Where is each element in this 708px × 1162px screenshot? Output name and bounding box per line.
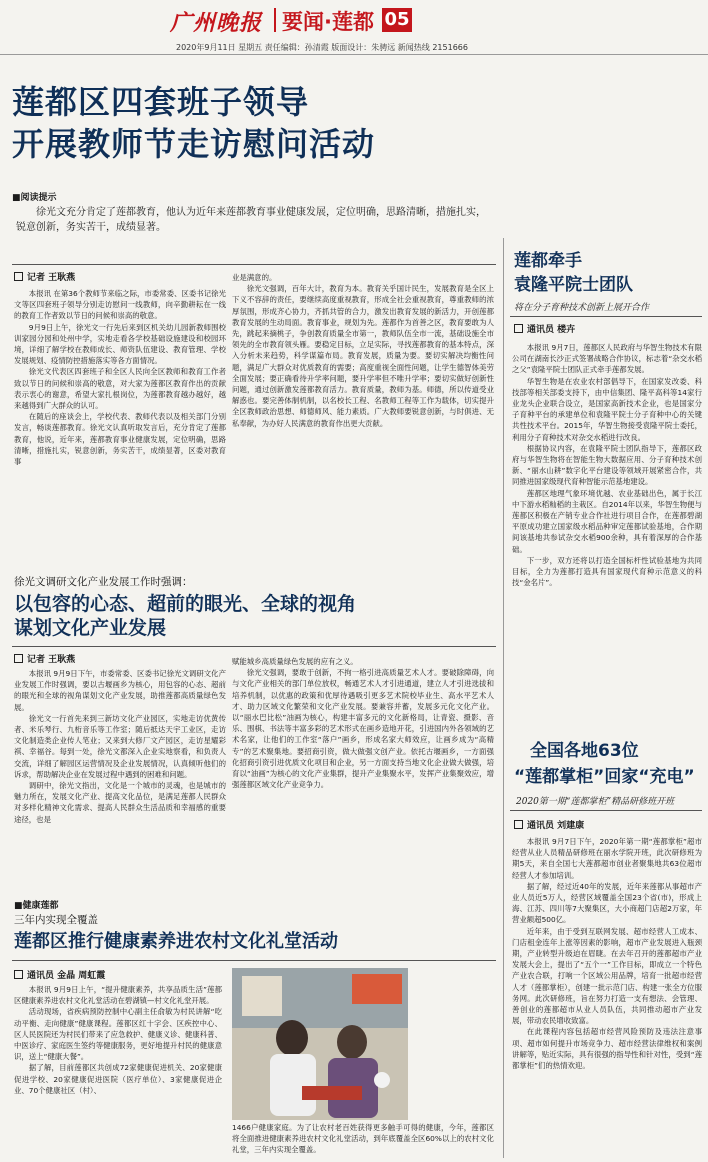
rural-column-2 — [232, 1122, 494, 1158]
rural-rule — [12, 960, 496, 961]
right1-byline: 通讯员 楼卉 — [514, 322, 575, 335]
byline-square-icon — [14, 272, 23, 281]
paragraph: 华智生物是在农业农村部倡导下，在国家发改委、科技部等相关部委支持下，由中信集团、隆平高科等14家行业龙头企业联合设立，是国家高新技术企业，也是国家分子育种平台的承建单位和袁隆平院士分子育种中心的关键共性技术平台。2015年，华智生物接受袁隆平院士委托，利用分子育种技术对杂交水稻进行改良。 — [512, 376, 702, 442]
paragraph: 业是满意的。 — [232, 273, 277, 282]
paragraph: 徐光文强调，百年大计，教育为本。教育关乎国计民生，发展教育是全区上下义不容辞的责任，要继续高度重视教育，形成全社会重视教育，尊重教师的浓厚氛围，形成齐心协力，齐抓共管的合力，激发出教育发展的新活力，开创莲都教育发展的生动局面。教育事业，规划为先。莲都作为首善之区，教育要敢为人先，跳起来摘桃子，争创教育质量全市第一，教师队伍全市一流，基础设施全市领先的全市教育领头雁。要稳定目标，立足实际，寻找莲都教育的基本特点，深入分析未来趋势，科学谋篇布局。教育发展，质量为要。要切实解决均衡性问题，满足广大群众对优质教育的需要；高度重视全面性问题，让学生德智体美劳全面发展；要正确看待升学率问题，要升学率但不唯升学率；要切实做好创新性问题，通过创新激发莲都教育活力。教育质量，教师为基。师德，所以传道受业解惑也。要完善体制机制，以名校长工程、名教师工程等工作为载体，切实提升全区教师政治思想、师德师风、能力素质。广大教师要锐意创新，与时俱进、无私奉献，为办好人民满意的教育作出更大贡献。 — [232, 284, 494, 428]
byline-square-icon — [514, 324, 523, 333]
right1-headline-line1: 莲都牵手 — [514, 251, 582, 271]
lead-headline-line2: 开展教师节走访慰问活动 — [12, 125, 376, 163]
paragraph: 活动现场，省疾病预防控制中心副主任俞敏为村民讲解“吃动平衡、走向健康”健康课程。莲都区红十字会、区疾控中心、区人民医院还为村民们带来了应急救护、健康义诊、健康科普、中医诊疗、家庭医生签约等健康服务，更好地提升村民的健康意识，送上“健康大餐”。 — [14, 1007, 222, 1062]
lead-column-2 — [232, 272, 494, 564]
paragraph: 赋能城乡高质量绿色发展的应有之义。 — [232, 657, 358, 666]
right2-body — [512, 836, 702, 1158]
culture-headline-line1: 以包容的心态、超前的眼光、全球的视角 — [14, 593, 357, 615]
right2-rule — [510, 810, 702, 811]
byline-square-icon — [14, 970, 23, 979]
paragraph: 在此课程内容包括超市经营风险预防及违法注意事项、超市如何提升市场竞争力、超市经营法律维权和案例讲解等，贴近实际，具有很强的指导性和针对性，受到“莲都掌柜”们的热情欢迎。 — [512, 1027, 702, 1071]
paragraph: 徐光文强调，要敢于创新，不拘一格引进高质量艺术人才。要破除障碍，向与文化产业相关的部门单位放权，畅通艺术人才引进通道，建立人才引进选拔和培养机制，以优惠的政策和优厚待遇吸引更多艺术院校毕业生、高水平艺术人才、助力区域文化繁荣和文化产业发展。要兼容并蓄，发展多元化文化产业。以“丽水巴比松”油画为核心，构建丰富多元的文化新格局，让青瓷、摄影、音乐、围棋、书法等丰富多彩的艺术形式在画乡造地开花，引进国内外各领域的艺术名家，让他们的工作室“落户”画乡，形成名家大师效应，让画乡成为“高精专”的艺术聚集地。要招商引资，做大做强文创产业。依托古堰画乡，一方面强化招商引资引进优质文化项目和企业，另一方面支持当地文化企业做大做强，培育以“油画”为核心的文化产业集群，提升产业集聚水平，发挥产业集聚效应，增强莲都区域文化产业竞争力。 — [232, 668, 494, 790]
lead-column-1 — [14, 288, 226, 564]
page-number-badge: 05 — [382, 8, 412, 32]
culture-byline: 记者 王耿燕 — [14, 652, 75, 665]
paragraph: 本报讯 9月9日上午，“提升健康素养，共享品质生活”莲都区健康素养进农村文化礼堂活动在碧湖镇—村文化礼堂开展。 — [14, 985, 222, 1006]
column-divider — [503, 238, 504, 1158]
lead-headline-line1: 莲都区四套班子领导 — [12, 83, 310, 121]
right1-headline-line2: 袁隆平院士团队 — [514, 275, 633, 295]
paragraph: 本报讯 9月7日下午，2020年第一期“莲都掌柜”超市经营从业人员精品研修班在丽水学院开班，此次研修班为期5天，来自全国七大莲都超市创业者聚集地共63位超市经营人才参加培训。 — [512, 837, 702, 880]
paragraph: 近年来，由于受到互联网发展、超市经营人工成本、门店租金连年上涨等因素的影响，超市产业发展进入瓶颈期，产业转型升级迫在眉睫。在去年召开的莲都超市产业发展大会上，提出了“五个一”工作目标，即成立一个特色产业农合联，打响一个区域公用品牌，培育一批超市经营人才（莲都掌柜），创建一批示范门店、构建一张全方位服务网。此次研修班，旨在努力打造一支有想法、会管理、善创业的莲都超市从业人员队伍，共同推动超市产业发展，带动农民增收致富。 — [512, 926, 702, 1026]
rural-headline: 莲都区推行健康素养进农村文化礼堂活动 — [14, 931, 338, 952]
right1-subtitle: 将在分子育种技术创新上展开合作 — [514, 303, 650, 313]
lead-byline: 记者 王耿燕 — [14, 270, 75, 283]
paragraph: 本报讯 9月7日，莲都区人民政府与华智生物技术有限公司在湖南长沙正式签署战略合作协议，标志着“杂交水稻之父”袁隆平院士团队正式牵手莲都发展。 — [512, 343, 702, 375]
culture-column-1 — [14, 668, 226, 890]
masthead — [0, 0, 708, 42]
rural-byline: 通讯员 金晶 周虹霞 — [14, 968, 105, 981]
byline-square-icon — [514, 820, 523, 829]
culture-rule — [12, 646, 496, 647]
right2-headline-line1: 全国各地63位 — [530, 741, 639, 761]
masthead-divider — [274, 8, 276, 32]
rural-kicker: 三年内实现全覆盖 — [14, 914, 98, 926]
paragraph: 本报讯 9月9日下午，市委常委、区委书记徐光文调研文化产业发展工作时强调，要以古堰画乡为核心，用包容的心态、超前的眼光和全球的视角谋划文化产业发展，助推莲都高质量绿色发展。 — [14, 669, 226, 712]
paragraph: 据了解，目前莲都区共创成72家健康促进机关、20家健康促进学校、20家健康促进医院（医疗单位）、3家健康促进企业、70个健康社区（村）、 — [14, 1063, 222, 1095]
top-rule — [0, 54, 708, 55]
right2-byline: 通讯员 刘建康 — [514, 818, 584, 831]
right2-subtitle: 2020第一期“莲都掌柜”精品研修班开班 — [516, 797, 675, 807]
culture-column-2 — [232, 656, 494, 890]
culture-headline-line2: 谋划文化产业发展 — [14, 617, 167, 639]
dateline: 2020年9月11日 星期五 责任编辑：孙清霞 版面设计：朱骋远 新闻热线 2151666 — [176, 43, 468, 52]
lead-rule — [12, 264, 496, 265]
paragraph: 调研中，徐光文指出，文化是一个城市的灵魂，也是城市的魅力所在，发展文化产业、提高文化品位，是满足莲都人民群众对多样化精神文化需求、提高人民群众生活品质和幸福感的重要途径，也是 — [14, 781, 226, 824]
rural-column-1 — [14, 984, 222, 1158]
health-event-photo — [232, 968, 408, 1120]
paragraph: 徐光文一行首先来到三新坊文化产业园区，实地走访优黄传者、米乐琴行、九桁音乐等工作室；随后抵达天宇工业区，走访文化制造类企业传人笔业；又来到大修厂文产园区，走访星耀彩祺、幸福谷。每到一处，徐光文都深入企业实地察看，和负责人交流，详细了解园区运营情况及企业发展情况，认真倾听他们的诉求，帮助解决企业在发展过程中遇到的困难和问题。 — [14, 713, 226, 779]
newspaper-logo: 广州晚报 — [170, 10, 263, 36]
lead-summary: 徐光文充分肯定了莲都教育，他认为近年来莲都教育事业健康发展，定位明确，思路清晰，措施扎实，锐意创新，务实苦干，成绩显著。 — [16, 207, 486, 233]
paragraph: 莲都区地理气象环境优越、农业基础出色，属于长江中下游水稻籼稻的主栽区。自2014年以来，华智生物便与莲都区积极在产销专业合作社进行项目合作，在莲都碧湖平原成功建立国家级水稻品种审定莲都试验基地，合作期间该基地共参试杂交水稻900余种，具有着深厚的合作基础。 — [512, 488, 702, 554]
paragraph: 1466户健康家庭。为了让农村老百姓获得更多触手可得的健康，今年，莲都区将全面推进健康素养进农村文化礼堂活动，到年底覆盖全区60%以上的农村文化礼堂，三年内实现全覆盖。 — [232, 1123, 494, 1155]
right1-body — [512, 342, 702, 728]
byline-square-icon — [14, 654, 23, 663]
paragraph: 9月9日上午，徐光文一行先后来到区机关幼儿园新教师围校训家园分园和处州中学，实地走看各学校基础设施建设和校园环境，详细了解学校在教师成长、师资队伍建设、教育管理、学校发展规划、疫情防控措施落实等各方面情况。 — [14, 322, 226, 366]
paragraph: 在随后的座谈会上，学校代表、教师代表以及相关部门分别发言，畅谈莲都教育。徐光文认真听取发言后，充分肯定了莲都教育，他说，近年来，莲都教育事业健康发展，定位明确，思路清晰，措施扎实，锐意创新，务实苦干，成绩显著，区委对教育事 — [14, 412, 226, 467]
paragraph: 本报讯 在第36个教师节来临之际，市委常委、区委书记徐光文等区四套班子领导分别走访慰问一线教师，向辛勤耕耘在一线的教育工作者致以节日的问候和崇高的敬意。 — [14, 289, 226, 321]
summary-label: ■阅读提示 — [12, 193, 57, 203]
right2-headline-line2: “莲都掌柜”回家“充电” — [514, 767, 695, 787]
paragraph: 根据协议内容，在袁隆平院士团队指导下，莲都区政府与华智生物将在智能生物大数据应用、分子育种技术创新、“丽水山耕”数字化平台建设等领域开展紧密合作，共同推进国家级现代育种智能示范基地建设。 — [512, 443, 702, 487]
paragraph: 徐光文代表区四套班子和全区人民向全区教师和教育工作者致以节日的问候和崇高的敬意，对大家为莲都区教育作出的贡献表示衷心的谢意，希望大家扎根岗位，为莲都教育越办越好，越来越得到广大群众的认可。 — [14, 367, 226, 411]
paragraph: 据了解，经过近40年的发展，近年来莲都从事超市产业人员近5万人，经营区域覆盖全国23个省(市)，形成上海、江苏、四川等7大聚集区，大小商超门店超2万家，年营业额超500亿。 — [512, 881, 702, 925]
paragraph: 下一步，双方还将以打造全国标杆性试验基地为共同目标，全力为莲都打造具有国家现代育种示范意义的科技“金名片”。 — [512, 555, 702, 588]
section-title: 要闻·莲都 — [282, 10, 374, 34]
right1-rule — [510, 316, 702, 317]
culture-kicker: 徐光文调研文化产业发展工作时强调： — [14, 576, 193, 588]
photo-illustration — [232, 968, 408, 1120]
rural-section-tag: ■健康莲都 — [14, 901, 59, 911]
